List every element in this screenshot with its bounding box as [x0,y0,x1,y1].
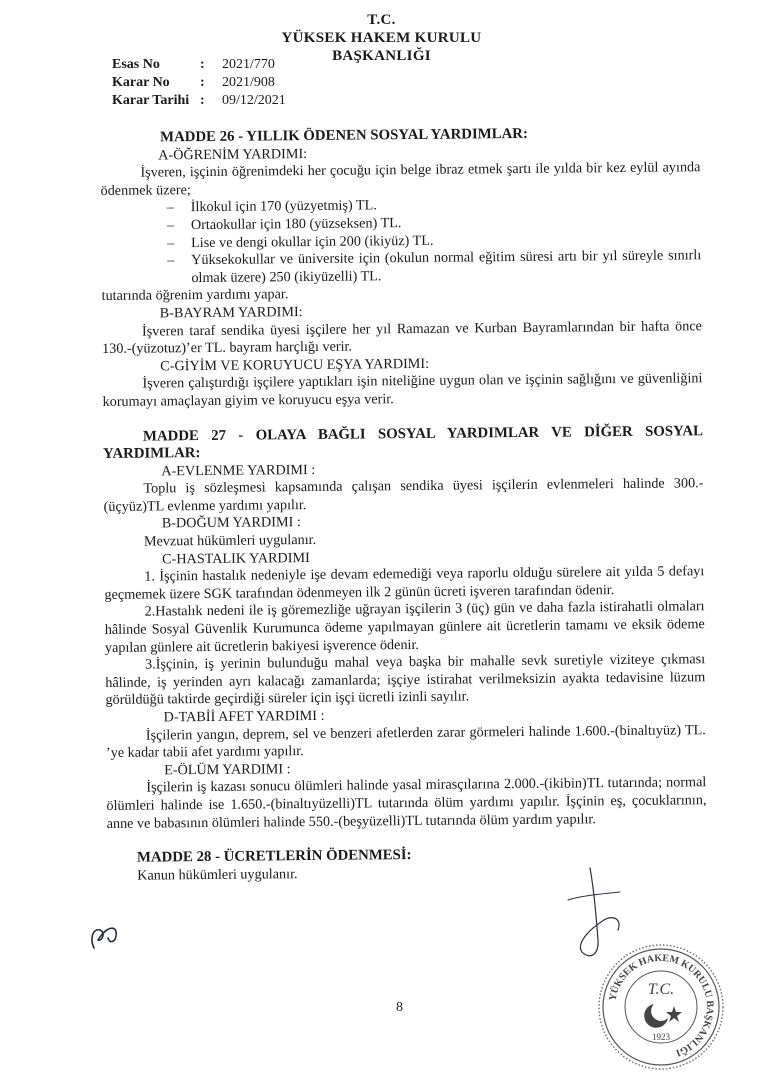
paragraph: Toplu iş sözleşmesi kapsamında çalışan sendika üyesi işçilerin evlenmeleri halinde 300.-(üçyüz)TL evlenme yardımı yapılır. [103,475,704,515]
paragraph: İşçilerin iş kazası sonucu ölümleri halinde yasal mirasçılarına 2.000.-(ikibin)TL tutarında; normal ölümleri halinde ise 1.650.-(binaltıyüzelli)TL tutarında ölüm yardımı yapılır. İşçinin eş, çocuklarının, anne ve babasının ölümleri halinde 550.-(beşyüzelli)TL tutarında ölüm yardım yapılır. [106,774,707,832]
list-item: – İlkokul için 170 (yüzyetmiş) TL. [169,195,701,218]
official-seal [596,942,726,1072]
section-title: A-ÖĞRENİM YARDIMI: [158,145,308,164]
article-28-title: MADDE 28 - ÜCRETLERİN ÖDENMESİ: [136,847,412,866]
meta-value: 09/12/2021 [222,93,286,108]
meta-karar-no [112,75,275,91]
list-item: – Ortaokullar için 180 (yüzseksen) TL. [169,212,701,235]
meta-key: Karar No [112,75,170,90]
paragraph: İşveren, işçinin öğrenimdeki her çocuğu için belge ibraz etmek şartı ile yılda bir kez eylül ayında ödenmek üzere; [100,159,701,199]
paragraph: İşveren çalıştırdığı işçilere yaptıkları işin niteliğine uygun olan ve işçinin sağlığını ve güvenliğini korumayı amaçlayan giyim ve koruyucu eşya verir. [102,370,703,410]
header-presidency: BAŞKANLIĞI [332,48,431,64]
meta-sep: : [200,75,205,90]
meta-sep: : [200,57,205,72]
paragraph: İşçilerin yangın, deprem, sel ve benzeri afetlerden zarar görmeleri halinde 1.600.-(binaltıyüz) TL. ’ye kadar tabii afet yardımı yapılır. [105,721,706,762]
meta-sep: : [200,93,205,108]
paragraph: 2.Hastalık nedeni ile iş göremezliğe uğrayan işçilerin 3 (üç) gün ve daha fazla istirahatli olmaları hâlinde Sosyal Güvenlik Kurumunca ödeme yapılmayan günlere ait ücretlerin tamamı ve eksik ödeme yapılan günlere ait ücretlerin bakiyesi işverence ödenir. [104,598,705,656]
header-tc: T.C. [367,12,396,28]
section-title: C-GİYİM VE KORUYUCU EŞYA YARDIMI: [160,355,430,375]
svg-text:1923: 1923 [652,1032,670,1042]
article-27-title: MADDE 27 - OLAYA BAĞLI SOSYAL YARDIMLAR VE DİĞER SOSYAL YARDIMLAR: [103,422,703,463]
section-title: B-DOĞUM YARDIMI : [161,514,301,532]
svg-text:YÜKSEK HAKEM KURULU BAŞKANLIĞI: YÜKSEK HAKEM KURULU BAŞKANLIĞI [607,952,716,1059]
paragraph: Mevzuat hükümleri uygulanır. [143,532,317,550]
paragraph: tutarında öğrenim yardımı yapar. [101,286,289,305]
meta-key: Karar Tarihi [112,93,190,108]
page-number: 8 [396,1000,403,1015]
paragraph: 3.İşçinin, iş yerinin bulunduğu mahal veya başka bir mahalle sevk suretiyle viziteye çıkması hâlinde, iş yerinden ayrı kalacağı zamanlarda; işçiye istirahat verilmeksizin ayakta tedavisine lüzum görüldüğü taktirde geçirdiği süreler için işçi ücretli izinli sayılır. [105,651,706,709]
article-26-title: MADDE 26 - YILLIK ÖDENEN SOSYAL YARDIMLAR: [159,125,528,146]
section-title: A-EVLENME YARDIMI : [161,461,316,480]
paragraph: Kanun hükümleri uygulanır. [137,865,298,884]
section-title: E-ÖLÜM YARDIMI : [164,760,291,779]
list-item: – Yüksekokullar ve üniversite için (okulun normal eğitim süresi artı bir yıl süreyle sınırlı olmak üzere) 250 (ikiyüzelli) TL. [169,247,701,287]
meta-value: 2021/908 [222,75,275,90]
list-item: – Lise ve dengi okullar için 200 (ikiyüz) TL. [169,230,701,253]
svg-text:T.C.: T.C. [647,981,675,998]
paragraph: 1. İşçinin hastalık nedeniyle işe devam edemediği veya raporlu olduğu sürelere ait yılda 5 defayı geçmemek üzere SGK tarafından ödenmeyen ilk 2 günün ücreti işveren tarafından ödenir. [104,563,705,603]
document-body [100,124,707,885]
meta-karar-tarihi [112,93,286,109]
section-title: B-BAYRAM YARDIMI: [159,304,303,322]
section-title: C-HASTALIK YARDIMI [162,549,310,568]
paragraph: İşveren taraf sendika üyesi işçilere her yıl Ramazan ve Kurban Bayramlarından bir hafta önce 130.-(yüzotuz)’er TL. bayram harçlığı verir. [102,317,702,358]
education-aid-list [101,195,702,289]
section-title: D-TABİİ AFET YARDIMI : [163,707,325,726]
header-institution: YÜKSEK HAKEM KURULU [281,30,482,46]
meta-key: Esas No [112,57,160,72]
handwritten-initial-mark [88,918,128,954]
meta-esas-no [112,57,275,73]
meta-value: 2021/770 [222,57,275,72]
